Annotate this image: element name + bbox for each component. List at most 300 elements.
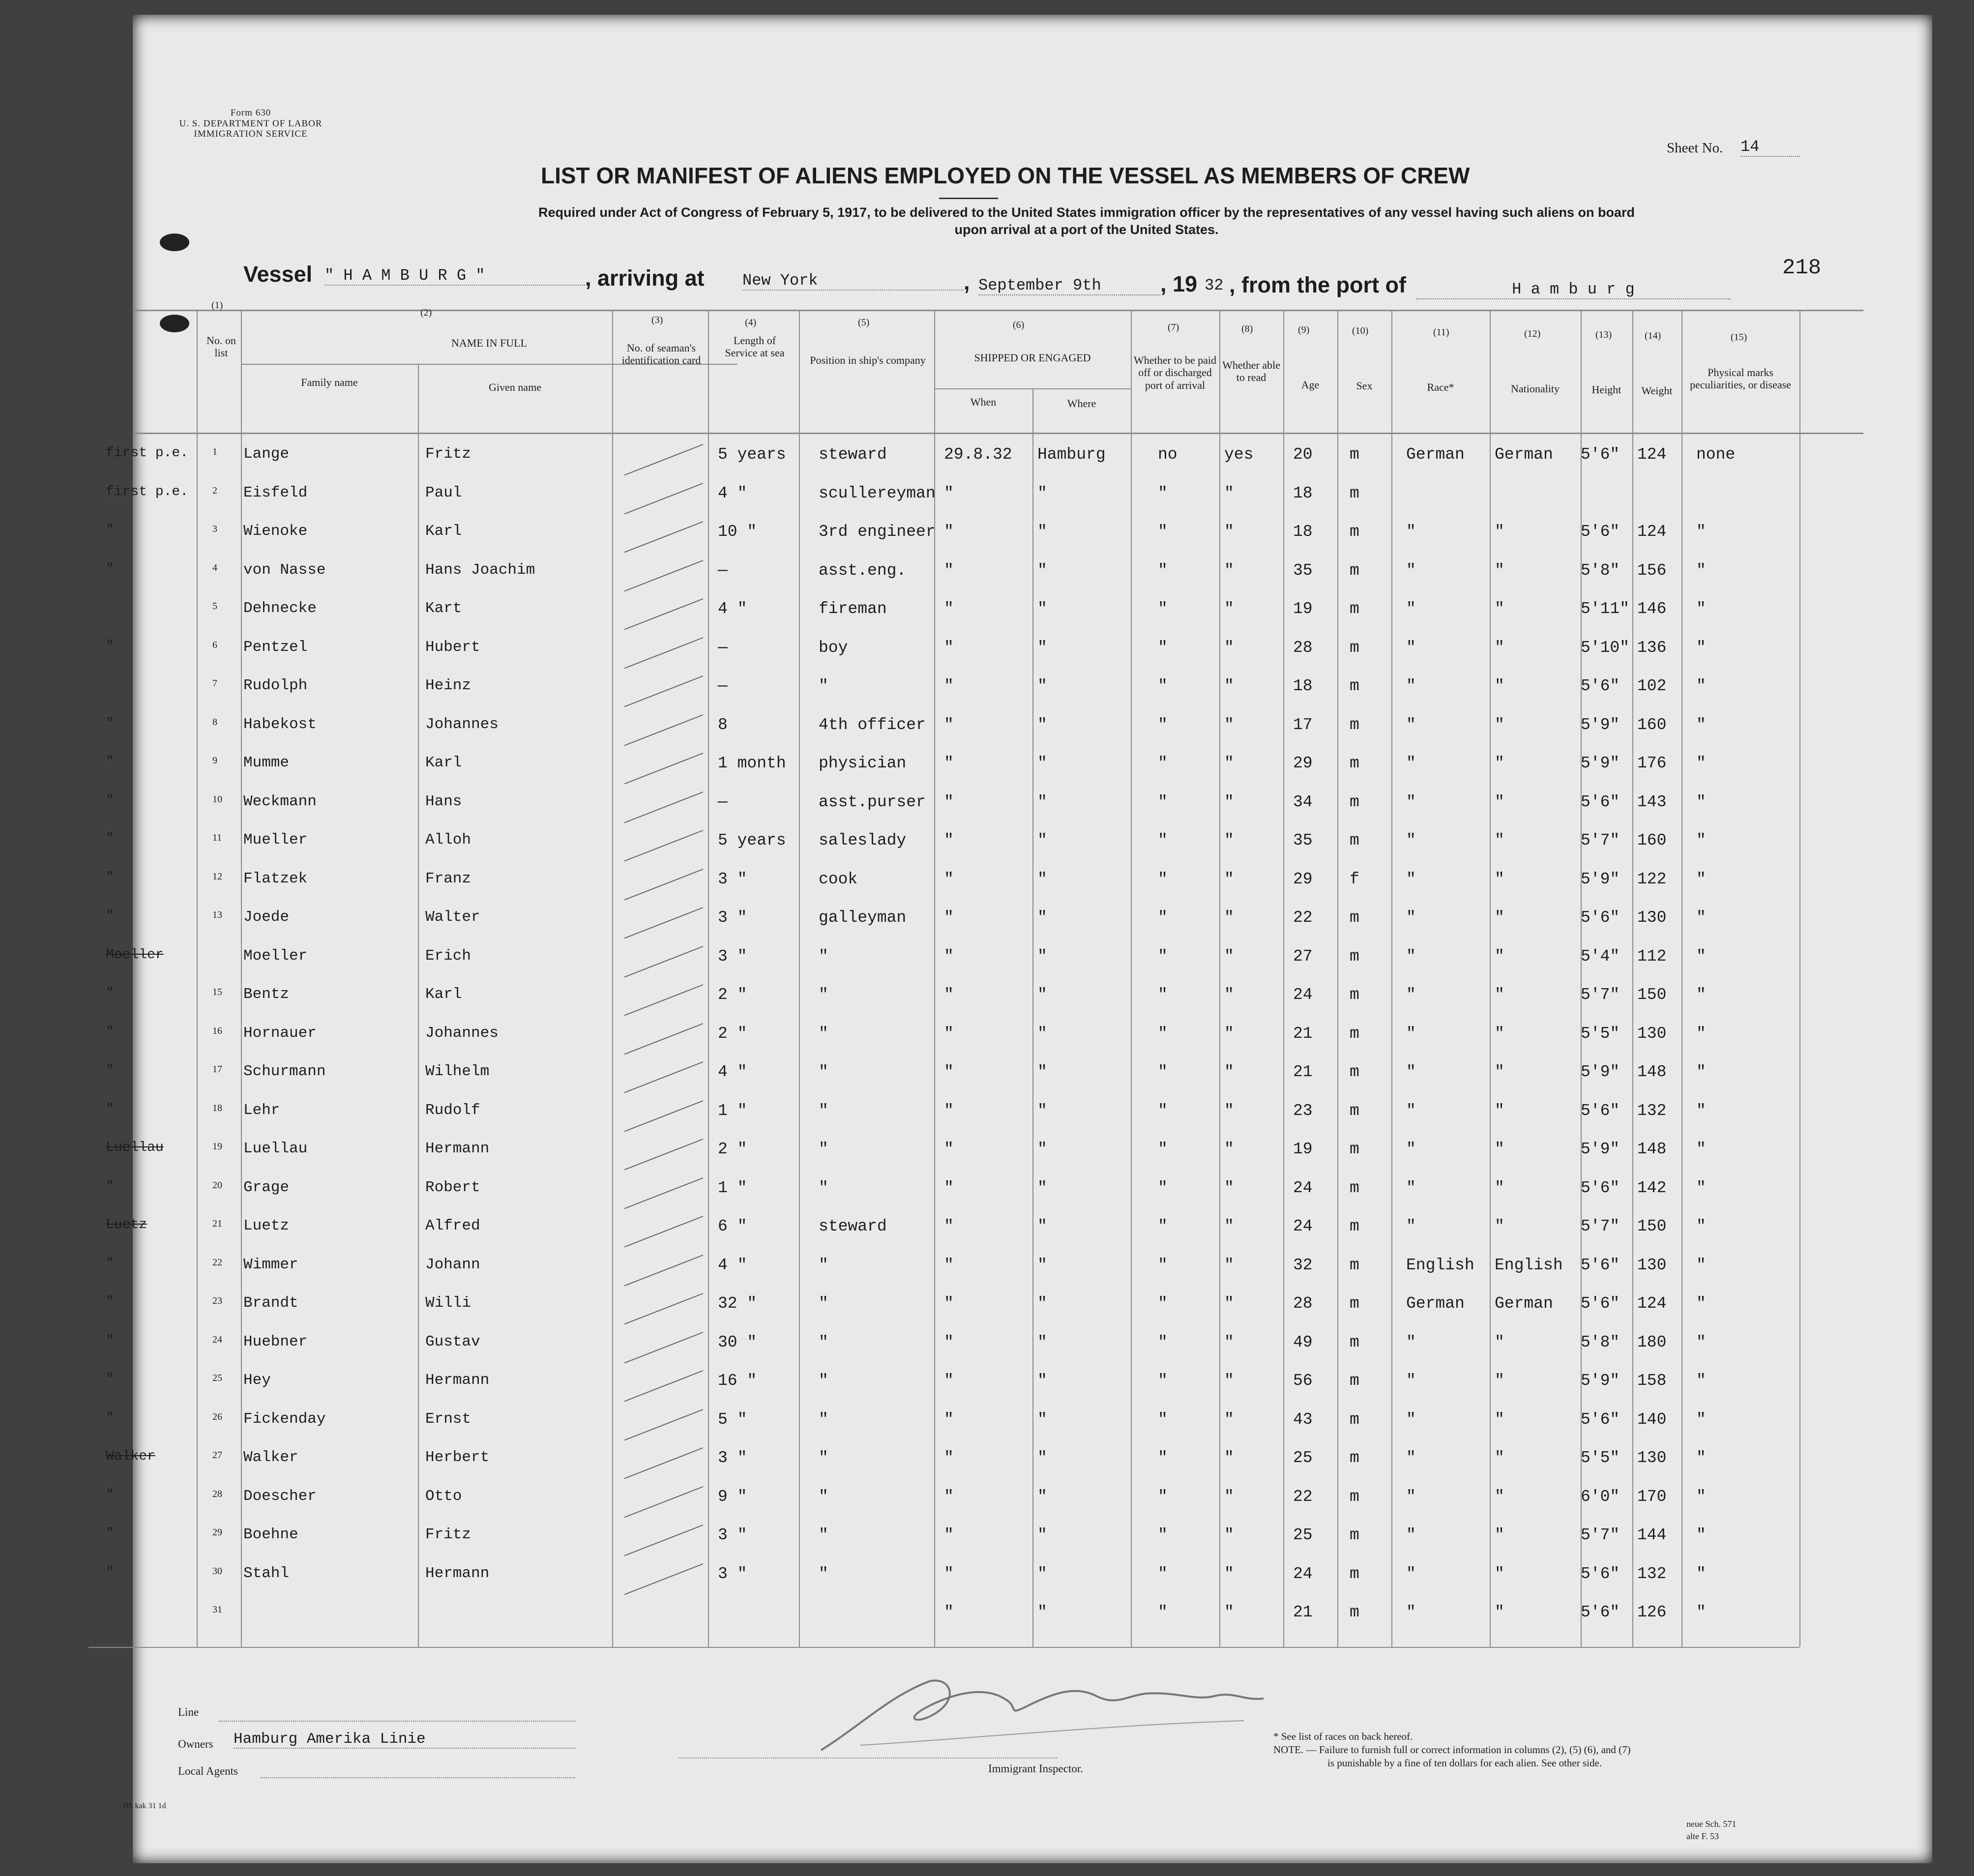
sex: m	[1350, 1140, 1359, 1158]
nationality: "	[1495, 831, 1504, 850]
physical-marks: "	[1696, 1063, 1706, 1081]
age: 21	[1293, 1603, 1313, 1621]
col6-when-header: When	[970, 396, 997, 408]
race: "	[1406, 1063, 1416, 1081]
row-number: 24	[212, 1334, 222, 1345]
given-name: Fritz	[425, 1526, 471, 1543]
row-prefix: "	[106, 1526, 114, 1541]
age: 24	[1293, 986, 1313, 1004]
ship-position: scullereyman	[819, 484, 936, 502]
physical-marks: "	[1696, 1526, 1706, 1544]
paid-off: "	[1158, 1372, 1168, 1390]
row-prefix: "	[106, 909, 114, 924]
given-name: Karl	[425, 754, 462, 771]
physical-marks: "	[1696, 1449, 1706, 1467]
shipped-where: "	[1037, 1564, 1047, 1583]
shipped-where: "	[1037, 523, 1047, 541]
physical-marks: "	[1696, 1333, 1706, 1351]
race-note: * See list of races on back hereof.	[1273, 1730, 1413, 1742]
age: 19	[1293, 1140, 1313, 1158]
col12-label: Nationality	[1511, 382, 1560, 395]
family-name: Lange	[243, 445, 290, 463]
line-label: Line	[178, 1706, 199, 1718]
paid-off: "	[1158, 1410, 1168, 1429]
col9-number: (9)	[1298, 324, 1310, 335]
shipped-when: "	[944, 715, 954, 734]
paid-off: "	[1158, 1526, 1168, 1544]
shipped-where: Hamburg	[1037, 445, 1106, 464]
id-card-slash-mark	[619, 1368, 713, 1407]
height: 5'5"	[1581, 1449, 1620, 1467]
weight: 148	[1637, 1140, 1667, 1158]
row-number: 15	[212, 987, 222, 997]
length-of-service: 3 "	[718, 909, 747, 927]
family-name: Walker	[243, 1449, 298, 1466]
nationality: "	[1495, 1178, 1504, 1197]
family-name: Mueller	[243, 831, 308, 849]
length-of-service: 6 "	[718, 1217, 747, 1235]
shipped-where: "	[1037, 1101, 1047, 1120]
able-to-read: "	[1224, 909, 1234, 927]
race: "	[1406, 909, 1416, 927]
weight: 170	[1637, 1487, 1667, 1506]
shipped-when: "	[944, 1063, 954, 1081]
id-card-slash-mark	[619, 866, 713, 905]
nationality: "	[1495, 1063, 1504, 1081]
sex: m	[1350, 1294, 1359, 1313]
age: 29	[1293, 870, 1313, 888]
sex: m	[1350, 754, 1359, 772]
id-card-slash-mark	[619, 1059, 713, 1098]
physical-marks: "	[1696, 715, 1706, 734]
id-card-slash-mark	[619, 1213, 713, 1252]
sex: f	[1350, 870, 1359, 888]
height: 6'0"	[1581, 1487, 1620, 1506]
col7-label: Whether to be paid off or discharged port of arrival	[1134, 354, 1216, 391]
given-name: Erich	[425, 947, 471, 965]
weight: 143	[1637, 792, 1667, 811]
table-row	[106, 712, 1863, 751]
sex: m	[1350, 1217, 1359, 1235]
able-to-read: "	[1224, 638, 1234, 657]
able-to-read: "	[1224, 947, 1234, 966]
ship-position: 4th officer	[819, 715, 926, 734]
col2-label: NAME IN FULL	[451, 337, 527, 349]
family-name: Pentzel	[243, 638, 308, 656]
weight: 122	[1637, 870, 1667, 888]
shipped-where: "	[1037, 1140, 1047, 1158]
shipped-when: "	[944, 947, 954, 966]
row-prefix: "	[106, 1564, 114, 1580]
age: 20	[1293, 445, 1313, 464]
shipped-when: "	[944, 1526, 954, 1544]
physical-marks: "	[1696, 1178, 1706, 1197]
height: 5'7"	[1581, 1217, 1620, 1235]
age: 18	[1293, 484, 1313, 502]
sex: m	[1350, 445, 1359, 464]
height: 5'9"	[1581, 754, 1620, 772]
ship-position: galleyman	[819, 909, 907, 927]
ship-position: "	[819, 986, 828, 1004]
nationality: "	[1495, 1101, 1504, 1120]
paid-off: "	[1158, 1449, 1168, 1467]
sex: m	[1350, 1178, 1359, 1197]
vessel-name: " H A M B U R G "	[324, 266, 585, 286]
col8-label: Whether able to read	[1222, 359, 1280, 384]
nationality: "	[1495, 1449, 1504, 1467]
race: "	[1406, 677, 1416, 695]
able-to-read: "	[1224, 523, 1234, 541]
ship-position: "	[819, 1256, 828, 1274]
weight: 144	[1637, 1526, 1667, 1544]
from-port: H a m b u r g	[1416, 280, 1731, 299]
shipped-where: "	[1037, 870, 1047, 888]
ship-position: "	[819, 1564, 828, 1583]
sex: m	[1350, 677, 1359, 695]
ship-position: "	[819, 1333, 828, 1351]
table-row	[106, 1136, 1863, 1175]
shipped-when: "	[944, 523, 954, 541]
paid-off: "	[1158, 1063, 1168, 1081]
shipped-where: "	[1037, 1487, 1047, 1506]
table-row	[106, 1561, 1863, 1600]
id-card-slash-mark	[619, 441, 713, 480]
footer-rule	[88, 1647, 1799, 1648]
height: 5'6"	[1581, 1101, 1620, 1120]
race: "	[1406, 754, 1416, 772]
family-name: Weckmann	[243, 792, 317, 810]
ship-position: 3rd engineer	[819, 523, 936, 541]
shipped-where: "	[1037, 1410, 1047, 1429]
given-name: Heinz	[425, 677, 471, 694]
paid-off: no	[1158, 445, 1178, 464]
given-name: Johann	[425, 1256, 480, 1273]
table-row	[133, 596, 1863, 635]
ship-position: steward	[819, 445, 887, 464]
physical-marks: "	[1696, 792, 1706, 811]
able-to-read: "	[1224, 1178, 1234, 1197]
height: 5'5"	[1581, 1024, 1620, 1043]
given-name: Franz	[425, 870, 471, 887]
col10-number: (10)	[1352, 325, 1369, 336]
paid-off: "	[1158, 484, 1168, 502]
family-name: Lehr	[243, 1101, 280, 1119]
shipped-where: "	[1037, 677, 1047, 695]
id-card-slash-mark	[619, 596, 713, 635]
race: German	[1406, 445, 1465, 464]
id-card-slash-mark	[619, 1484, 713, 1523]
shipped-when: 29.8.32	[944, 445, 1012, 464]
physical-marks: "	[1696, 1217, 1706, 1235]
table-row	[106, 905, 1863, 943]
race: "	[1406, 1449, 1416, 1467]
race: "	[1406, 1140, 1416, 1158]
weight: 156	[1637, 561, 1667, 580]
col7-number: (7)	[1168, 322, 1179, 333]
race: "	[1406, 1487, 1416, 1506]
ship-position: saleslady	[819, 831, 907, 850]
sheet-number: 14	[1740, 138, 1799, 157]
table-row	[106, 1059, 1863, 1098]
able-to-read: "	[1224, 561, 1234, 580]
shipped-where: "	[1037, 754, 1047, 772]
race: "	[1406, 1024, 1416, 1043]
row-number: 13	[212, 909, 222, 920]
race: "	[1406, 1372, 1416, 1390]
sheet-label: Sheet No.	[1667, 140, 1723, 156]
nationality: "	[1495, 523, 1504, 541]
shipped-when: "	[944, 1024, 954, 1043]
height: 5'7"	[1581, 1526, 1620, 1544]
col10-label: Sex	[1356, 380, 1373, 392]
paid-off: "	[1158, 1294, 1168, 1313]
able-to-read: "	[1224, 1063, 1234, 1081]
row-number: 16	[212, 1025, 222, 1036]
weight: 160	[1637, 715, 1667, 734]
col13-label: Height	[1591, 383, 1621, 396]
able-to-read: "	[1224, 1024, 1234, 1043]
weight: 142	[1637, 1178, 1667, 1197]
length-of-service: 3 "	[718, 1564, 747, 1583]
paid-off: "	[1158, 792, 1168, 811]
able-to-read: "	[1224, 484, 1234, 502]
shipped-where: "	[1037, 986, 1047, 1004]
weight: 102	[1637, 677, 1667, 695]
height: 5'11"	[1581, 600, 1630, 618]
length-of-service: 9 "	[718, 1487, 747, 1506]
nationality: "	[1495, 1487, 1504, 1506]
ship-position: "	[819, 1140, 828, 1158]
height: 5'7"	[1581, 986, 1620, 1004]
page-title: LIST OR MANIFEST OF ALIENS EMPLOYED ON THE VESSEL AS MEMBERS OF CREW	[541, 163, 1470, 188]
length-of-service: 16 "	[718, 1372, 757, 1390]
family-name: Habekost	[243, 715, 317, 733]
id-card-slash-mark	[619, 519, 713, 557]
print-code: HS kak 31 1d	[123, 1802, 166, 1810]
year-label: , 19	[1160, 271, 1198, 296]
col2-family-header: Family name	[301, 376, 358, 388]
family-name: Joede	[243, 909, 290, 926]
shipped-when: "	[944, 561, 954, 580]
ship-position: "	[819, 677, 828, 695]
race: "	[1406, 715, 1416, 734]
id-card-slash-mark	[619, 1407, 713, 1445]
physical-marks: "	[1696, 600, 1706, 618]
race: "	[1406, 1410, 1416, 1429]
paid-off: "	[1158, 638, 1168, 657]
local-agents-field	[261, 1777, 575, 1778]
given-name: Hermann	[425, 1140, 490, 1157]
race: "	[1406, 561, 1416, 580]
row-prefix: Luetz	[106, 1217, 147, 1232]
subtitle-line-2: upon arrival at a port of the United States.	[954, 222, 1219, 237]
id-card-slash-mark	[619, 1252, 713, 1291]
table-row	[106, 789, 1863, 828]
table-row	[106, 1407, 1863, 1445]
dept-line-2: IMMIGRATION SERVICE	[194, 129, 308, 139]
given-name: Herbert	[425, 1449, 490, 1466]
ship-position: "	[819, 1063, 828, 1081]
sex: m	[1350, 1372, 1359, 1390]
nationality: "	[1495, 1024, 1504, 1043]
height: 5'7"	[1581, 831, 1620, 850]
shipped-where: "	[1037, 792, 1047, 811]
given-name: Karl	[425, 986, 462, 1003]
weight: 146	[1637, 600, 1667, 618]
length-of-service: 4 "	[718, 1256, 747, 1274]
shipped-where: "	[1037, 1294, 1047, 1313]
col11-label: Race*	[1427, 381, 1454, 393]
paid-off: "	[1158, 1101, 1168, 1120]
family-name: Mumme	[243, 754, 290, 771]
shipped-where: "	[1037, 1024, 1047, 1043]
sex: m	[1350, 792, 1359, 811]
manifest-sheet	[106, 15, 1932, 1863]
row-number: 25	[212, 1373, 222, 1383]
row-prefix: "	[106, 1333, 114, 1348]
length-of-service: 2 "	[718, 986, 747, 1004]
weight: 124	[1637, 1294, 1667, 1313]
row-prefix: "	[106, 1294, 114, 1310]
sex: m	[1350, 831, 1359, 850]
table-row	[106, 750, 1863, 789]
ship-position: "	[819, 1024, 828, 1043]
paid-off: "	[1158, 1333, 1168, 1351]
age: 25	[1293, 1526, 1313, 1544]
col3-label: No. of seaman's identification card	[621, 342, 701, 367]
paid-off: "	[1158, 1140, 1168, 1158]
age: 28	[1293, 638, 1313, 657]
ship-position: "	[819, 1101, 828, 1120]
shipped-when: "	[944, 1256, 954, 1274]
given-name: Walter	[425, 909, 480, 926]
id-card-slash-mark	[619, 1290, 713, 1329]
shipped-when: "	[944, 870, 954, 888]
given-name: Otto	[425, 1487, 462, 1505]
age: 24	[1293, 1564, 1313, 1583]
shipped-where: "	[1037, 1063, 1047, 1081]
row-prefix: Walker	[106, 1449, 155, 1464]
height: 5'6"	[1581, 909, 1620, 927]
row-number: 9	[212, 755, 217, 766]
paid-off: "	[1158, 677, 1168, 695]
table-row	[106, 866, 1863, 905]
nationality: "	[1495, 638, 1504, 657]
physical-marks: "	[1696, 1294, 1706, 1313]
able-to-read: "	[1224, 1140, 1234, 1158]
able-to-read: "	[1224, 1603, 1234, 1621]
length-of-service: 3 "	[718, 1526, 747, 1544]
shipped-when: "	[944, 1294, 954, 1313]
shipped-where: "	[1037, 1333, 1047, 1351]
height: 5'6"	[1581, 1294, 1620, 1313]
id-card-slash-mark	[619, 557, 713, 596]
paid-off: "	[1158, 1178, 1168, 1197]
given-name: Hans Joachim	[425, 561, 535, 579]
row-number: 3	[212, 524, 217, 534]
height: 5'6"	[1581, 1410, 1620, 1429]
family-name: Stahl	[243, 1564, 290, 1582]
row-prefix: "	[106, 831, 114, 847]
table-row	[106, 1522, 1863, 1561]
ship-position: asst.eng.	[819, 561, 907, 580]
age: 18	[1293, 523, 1313, 541]
family-name: Moeller	[243, 947, 308, 965]
shipped-when: "	[944, 677, 954, 695]
given-name: Hermann	[425, 1372, 490, 1389]
given-name: Hans	[425, 792, 462, 810]
line-field	[219, 1721, 575, 1722]
paid-off: "	[1158, 947, 1168, 966]
id-card-slash-mark	[619, 905, 713, 943]
col2-given-header: Given name	[489, 381, 541, 393]
from-label: , from the port of	[1229, 272, 1406, 297]
height: 5'9"	[1581, 870, 1620, 888]
shipped-when: "	[944, 484, 954, 502]
race: "	[1406, 1603, 1416, 1621]
nationality: "	[1495, 792, 1504, 811]
dept-line-1: U. S. DEPARTMENT OF LABOR	[179, 118, 323, 129]
weight: 180	[1637, 1333, 1667, 1351]
length-of-service: 32 "	[718, 1294, 757, 1313]
shipped-where: "	[1037, 600, 1047, 618]
able-to-read: "	[1224, 600, 1234, 618]
age: 23	[1293, 1101, 1313, 1120]
row-prefix: first p.e.	[106, 445, 189, 461]
inspector-signature	[801, 1667, 1283, 1765]
family-name: Dehnecke	[243, 600, 317, 617]
inspector-line	[678, 1758, 1057, 1759]
ship-position: physician	[819, 754, 907, 772]
length-of-service: —	[718, 792, 728, 811]
given-name: Hubert	[425, 638, 480, 656]
row-prefix: "	[106, 870, 114, 885]
nationality: "	[1495, 1217, 1504, 1235]
shipped-when: "	[944, 831, 954, 850]
given-name: Paul	[425, 484, 462, 501]
height: 5'6"	[1581, 1564, 1620, 1583]
shipped-where: "	[1037, 831, 1047, 850]
weight: 112	[1637, 947, 1667, 966]
family-name: Doescher	[243, 1487, 317, 1505]
nationality: "	[1495, 600, 1504, 618]
physical-marks: none	[1696, 445, 1736, 464]
sex: m	[1350, 523, 1359, 541]
col13-number: (13)	[1595, 329, 1612, 340]
ship-position: "	[819, 1487, 828, 1506]
physical-marks: "	[1696, 1410, 1706, 1429]
ship-position: fireman	[819, 600, 887, 618]
able-to-read: "	[1224, 1372, 1234, 1390]
ship-position: "	[819, 1410, 828, 1429]
col3-number: (3)	[651, 315, 663, 325]
age: 24	[1293, 1178, 1313, 1197]
reference-new: neue Sch. 571	[1686, 1819, 1737, 1829]
row-number: 7	[212, 678, 217, 689]
nationality: "	[1495, 1603, 1504, 1621]
length-of-service: 5 "	[718, 1410, 747, 1429]
shipped-where: "	[1037, 1372, 1047, 1390]
shipped-when: "	[944, 1178, 954, 1197]
row-prefix: "	[106, 715, 114, 731]
fine-note-cont: is punishable by a fine of ten dollars for each alien. See other side.	[1327, 1757, 1602, 1769]
col14-label: Weight	[1641, 384, 1673, 397]
title-underline	[939, 198, 998, 199]
physical-marks: "	[1696, 947, 1706, 966]
sex: m	[1350, 1063, 1359, 1081]
length-of-service: 5 years	[718, 831, 786, 850]
row-prefix: "	[106, 1487, 114, 1503]
